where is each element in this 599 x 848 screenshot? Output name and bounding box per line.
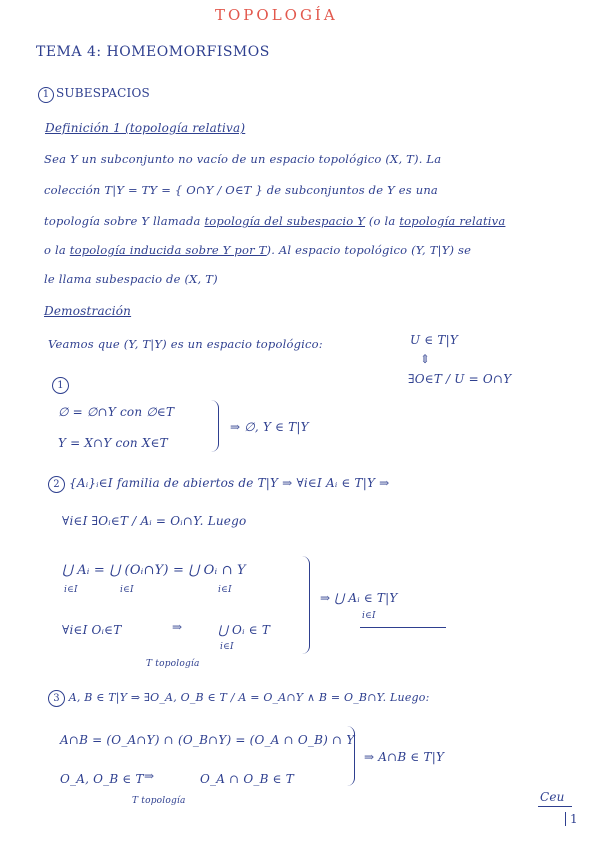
step-2-line-1-text: {Aᵢ}ᵢ∈I familia de abiertos de T|Y ⇒ ∀i∈I Aᵢ ∈ T|Y ⇒ bbox=[69, 476, 390, 490]
step-3-line-3b: O_A ∩ O_B ∈ T bbox=[200, 772, 294, 786]
side-note-bottom: ∃O∈T / U = O∩Y bbox=[408, 372, 512, 386]
step-2-forall: ∀i∈I Oᵢ∈T bbox=[62, 623, 122, 637]
step-3-line-1-text: A, B ∈ T|Y ⇒ ∃O_A, O_B ∈ T / A = O_A∩Y ∧ B = O_B∩Y. Luego: bbox=[68, 691, 430, 704]
step-2-note: T topología bbox=[146, 659, 200, 669]
definition-line-4 bbox=[44, 243, 471, 257]
step-1-result: ⇒ ∅, Y ∈ T|Y bbox=[230, 420, 309, 434]
page-number: 1 bbox=[565, 812, 578, 826]
section-number: 1 bbox=[38, 87, 54, 103]
step-1-number-wrap bbox=[52, 373, 69, 394]
definition-line-2: colección T|Y = TY = { O∩Y / O∈T } de subconjuntos de Y es una bbox=[44, 183, 438, 197]
author-signature: Ceu bbox=[540, 790, 565, 804]
step-2-line-1 bbox=[48, 476, 389, 493]
step-2-brace bbox=[300, 556, 310, 654]
step-3-line-2: A∩B = (O_A∩Y) ∩ (O_B∩Y) = (O_A ∩ O_B) ∩ Y bbox=[60, 733, 355, 747]
topic-heading: TEMA 4: HOMEOMORFISMOS bbox=[36, 44, 270, 60]
side-note-top: U ∈ T|Y bbox=[410, 333, 458, 347]
step-3-note: T topología bbox=[132, 796, 186, 806]
definition-line-4-c: ). Al espacio topológico (Y, T|Y) se bbox=[266, 243, 472, 257]
step-1-number: 1 bbox=[52, 377, 69, 394]
definition-heading: Definición 1 (topología relativa) bbox=[45, 121, 246, 135]
step-2-index-1: i∈I bbox=[64, 585, 78, 595]
step-2-index-5: i∈I bbox=[362, 611, 376, 621]
step-3-number: 3 bbox=[48, 690, 65, 707]
side-note-arrow: ⇕ bbox=[420, 352, 431, 366]
section-heading bbox=[38, 86, 150, 103]
step-1-line-2: Y = X∩Y con X∈T bbox=[58, 436, 168, 450]
step-2-union-o: ⋃ Oᵢ ∈ T bbox=[218, 623, 271, 637]
proof-intro: Veamos que (Y, T|Y) es un espacio topológico: bbox=[48, 337, 323, 351]
step-3-result: ⇒ A∩B ∈ T|Y bbox=[364, 750, 445, 764]
step-2-implies: ⇒ bbox=[172, 620, 183, 634]
step-3-implies: ⇒ bbox=[144, 769, 155, 783]
definition-line-3 bbox=[44, 214, 505, 228]
definition-line-3-c: (o la bbox=[368, 214, 396, 228]
step-3-line-3a: O_A, O_B ∈ T bbox=[60, 772, 144, 786]
step-2-line-2: ∀i∈I ∃Oᵢ∈T / Aᵢ = Oᵢ∩Y. Luego bbox=[62, 514, 247, 528]
step-3-line-1 bbox=[48, 690, 430, 707]
step-2-result: ⇒ ⋃ Aᵢ ∈ T|Y bbox=[320, 591, 398, 605]
definition-line-4-a: o la bbox=[44, 243, 66, 257]
proof-heading: Demostración bbox=[44, 304, 132, 318]
step-2-underline bbox=[360, 627, 446, 628]
section-label: SUBESPACIOS bbox=[56, 86, 150, 100]
step-1-line-1: ∅ = ∅∩Y con ∅∈T bbox=[58, 405, 175, 419]
step-2-index-2: i∈I bbox=[120, 585, 134, 595]
page-title: TOPOLOGÍA bbox=[215, 6, 338, 24]
definition-line-5: le llama subespacio de (X, T) bbox=[44, 272, 218, 286]
step-2-number: 2 bbox=[48, 476, 65, 493]
step-2-index-3: i∈I bbox=[218, 585, 232, 595]
definition-line-1: Sea Y un subconjunto no vacío de un espacio topológico (X, T). La bbox=[44, 152, 442, 166]
step-2-index-4: i∈I bbox=[220, 642, 234, 652]
definition-line-3-a: topología sobre Y llamada bbox=[44, 214, 201, 228]
relative-topology-term: topología relativa bbox=[399, 214, 506, 228]
subspace-topology-term: topología del subespacio Y bbox=[204, 214, 366, 228]
step-1-brace bbox=[210, 400, 219, 452]
step-2-union: ⋃ Aᵢ = ⋃ (Oᵢ∩Y) = ⋃ Oᵢ ∩ Y bbox=[62, 563, 246, 578]
step-3-brace bbox=[346, 726, 355, 786]
signature-line bbox=[538, 806, 572, 807]
induced-topology-term: topología inducida sobre Y por T bbox=[69, 243, 267, 257]
